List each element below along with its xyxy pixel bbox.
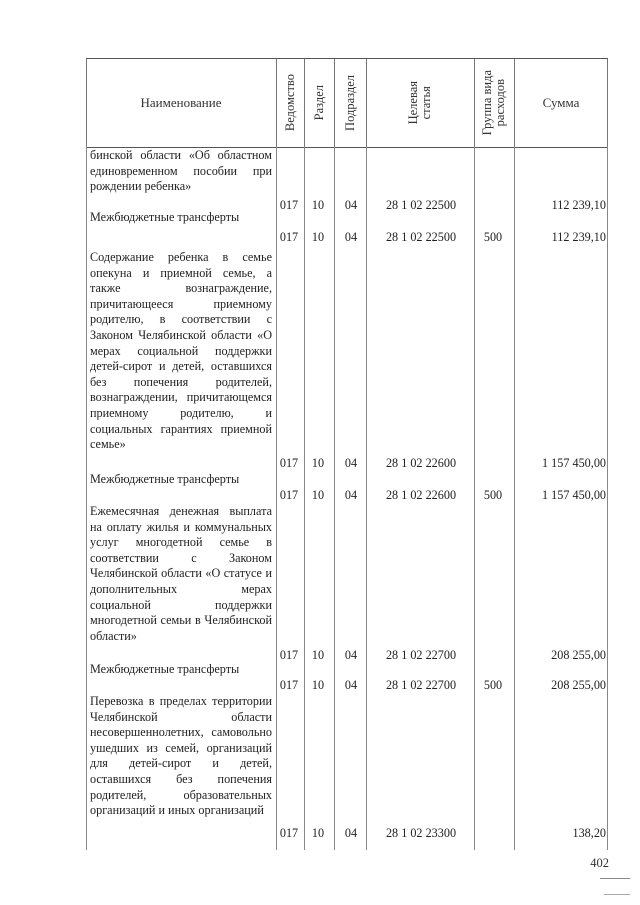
- cell-dept: 017: [279, 678, 299, 692]
- cell-target: 28 1 02 22600: [385, 456, 457, 470]
- header-subsection: Подраздел: [342, 75, 357, 131]
- cell-subsection: 04: [344, 678, 358, 692]
- table-row: [86, 678, 608, 694]
- table-header: [86, 58, 608, 148]
- row-name-4: Межбюджетные трансферты: [90, 472, 240, 486]
- table-row: [86, 230, 608, 246]
- header-sum: Сумма: [542, 95, 580, 110]
- cell-target: 28 1 02 22600: [385, 488, 457, 502]
- cell-dept: 017: [279, 648, 299, 662]
- cell-target: 28 1 02 23300: [385, 826, 457, 840]
- edge-line: [604, 894, 630, 895]
- table-row: [86, 826, 608, 842]
- cell-dept: 017: [279, 230, 299, 244]
- header-dept: Ведомство: [282, 74, 297, 132]
- edge-line: [600, 878, 630, 879]
- cell-dept: 017: [279, 456, 299, 470]
- row-name-7: Перевозка в пределах территории Челябинской области несовершеннолетних, самовольно ушедших из семей, организаций для детей-сирот и детей, оставшихся без попечения родителей, образовательных организаций и иных организаций: [90, 694, 272, 818]
- cell-sum: 1 157 450,00: [542, 456, 606, 470]
- cell-subsection: 04: [344, 198, 358, 212]
- cell-subsection: 04: [344, 826, 358, 840]
- cell-section: 10: [311, 198, 325, 212]
- cell-sum: 138,20: [572, 826, 606, 840]
- page-number: 402: [590, 856, 609, 870]
- cell-section: 10: [311, 648, 325, 662]
- cell-dept: 017: [279, 198, 299, 212]
- cell-section: 10: [311, 488, 325, 502]
- row-name-6: Межбюджетные трансферты: [90, 662, 240, 676]
- cell-sum: 1 157 450,00: [542, 488, 606, 502]
- row-name-1: бинской области «Об областном единовременном пособии при рождении ребенка»: [90, 148, 272, 194]
- cell-dept: 017: [279, 488, 299, 502]
- cell-group: 500: [483, 488, 503, 502]
- cell-target: 28 1 02 22700: [385, 678, 457, 692]
- cell-sum: 208 255,00: [551, 678, 606, 692]
- row-name-3: Содержание ребенка в семье опекуна и приемной семье, а также вознаграждение, причитающееся приемному родителю, в соответствии с Законом Челябинской области «О мерах социальной поддержки детей-сирот и детей, оставшихся без попечения родителей, вознаграждении, причитающемся приемному родителю, и социальных гарантиях приемной семье»: [90, 250, 272, 452]
- table-row: [86, 488, 608, 504]
- cell-section: 10: [311, 230, 325, 244]
- cell-target: 28 1 02 22500: [385, 198, 457, 212]
- cell-subsection: 04: [344, 456, 358, 470]
- row-name-5: Ежемесячная денежная выплата на оплату жилья и коммунальных услуг многодетной семье в соответствии с Законом Челябинской области «О статусе и дополнительных мерах социальной поддержки многодетной семьи в Челябинской области»: [90, 504, 272, 643]
- cell-subsection: 04: [344, 230, 358, 244]
- cell-section: 10: [311, 826, 325, 840]
- cell-section: 10: [311, 456, 325, 470]
- cell-dept: 017: [279, 826, 299, 840]
- cell-sum: 112 239,10: [551, 230, 606, 244]
- table-row: [86, 456, 608, 472]
- header-target: Целевая статья: [406, 81, 433, 125]
- header-name: Наименование: [140, 95, 222, 110]
- header-group: Группа вида расходов: [480, 70, 507, 136]
- cell-section: 10: [311, 678, 325, 692]
- table-body: [86, 146, 608, 850]
- cell-sum: 208 255,00: [551, 648, 606, 662]
- cell-subsection: 04: [344, 488, 358, 502]
- cell-target: 28 1 02 22700: [385, 648, 457, 662]
- cell-target: 28 1 02 22500: [385, 230, 457, 244]
- row-name-2: Межбюджетные трансферты: [90, 210, 240, 224]
- table-row: [86, 648, 608, 664]
- header-section: Раздел: [311, 85, 326, 121]
- cell-group: 500: [483, 678, 503, 692]
- cell-group: 500: [483, 230, 503, 244]
- cell-sum: 112 239,10: [551, 198, 606, 212]
- cell-subsection: 04: [344, 648, 358, 662]
- table-row: [86, 198, 608, 214]
